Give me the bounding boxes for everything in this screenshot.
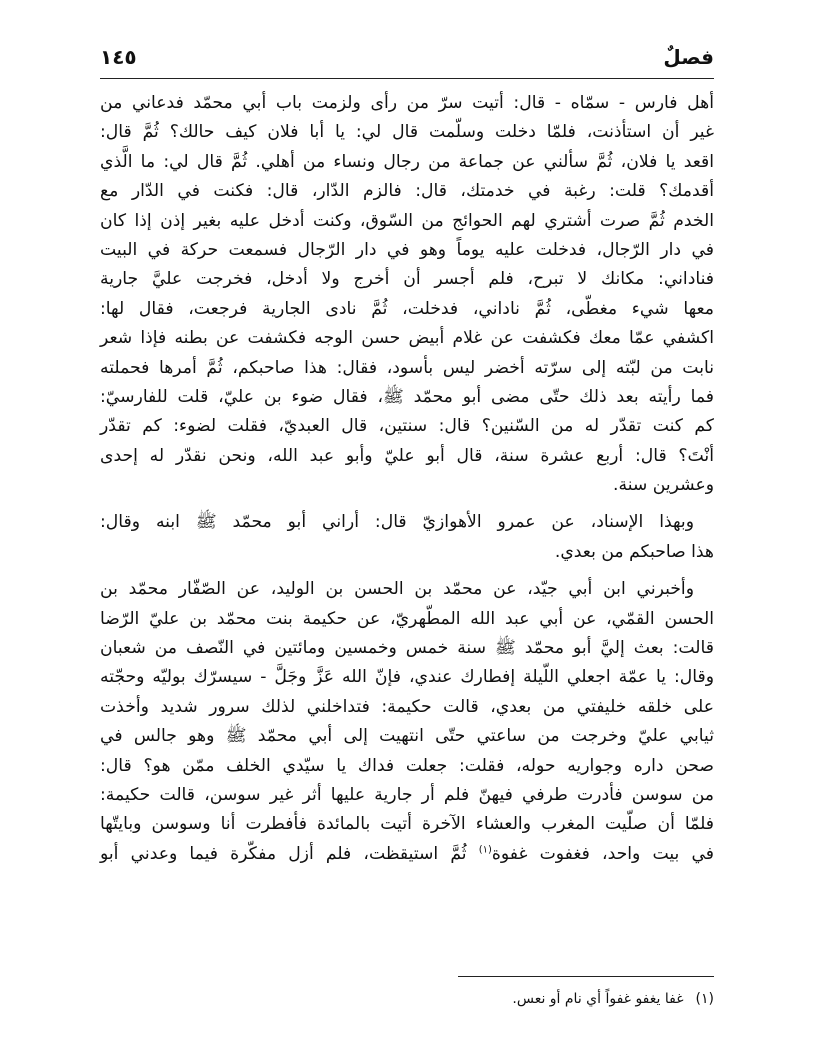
footnote-text: غفا يغفو غفواً أي نام أو نعس. [512, 991, 684, 1007]
text-line: أنْتَ؟ قال: أربع عشرة سنة، قال أبو عليّ وأبو عبد الله، ونحن نقدّر له إحدى [100, 445, 714, 466]
text-line: في دار الرّجال، فدخلت عليه يوماً وهو في دار الرّجال فسمعت حركة في البيت [100, 239, 714, 260]
footnote-reference[interactable]: (١) [478, 844, 492, 856]
text-line: هذا صاحبكم من بعدي. [554, 541, 714, 562]
book-page [100, 0, 714, 1059]
text-line: غير أن استأذنت، فلمّا دخلت وسلّمت قال لي: يا أبا فلان كيف حالك؟ ثُمَّ قال: [100, 122, 714, 143]
text-line: فما رأيته بعد ذلك حتّى مضى أبو محمّد ﷺ، فقال ضوء بن عليّ، قلت للفارسيّ: [100, 386, 714, 407]
text-line: وبهذا الإسناد، عن عمرو الأهوازيّ قال: أراني أبو محمّد ﷺ ابنه وقال: [100, 512, 694, 533]
chapter-title: فصلٌ [663, 45, 714, 69]
footnote-divider [458, 976, 714, 977]
text-line-with-footnote [100, 840, 714, 869]
text-line: اكشفي عمّا معك فكشفت عن غلام أبيض حسن الوجه فكشفت عن بطنه فإذا شعر [100, 328, 714, 349]
text-line: أهل فارس - سمّاه - قال: أتيت سرّ من رأى ولزمت باب أبي محمّد فدعاني من [100, 93, 714, 113]
text-line: نابت من لبّته إلى سرّته أخضر ليس بأسود، فقال: هذا صاحبكم، ثُمَّ أمرها فحملته [100, 357, 714, 378]
text-line: من سوسن فأدرت طرفي فيهنّ فلم أر جارية عليها أثر غير سوسن، قالت حكيمة: [100, 784, 714, 805]
paragraph [100, 575, 714, 869]
text-line: وأخبرني ابن أبي جيّد، عن محمّد بن الحسن بن الوليد، عن الصّفّار محمّد بن [100, 579, 694, 600]
text-line: أقدمك؟ قلت: رغبة في خدمتك، قال: فالزم الدّار، قال: فكنت في الدّار مع [100, 181, 714, 202]
paragraph [100, 89, 714, 500]
text-line: قالت: بعث إليَّ أبو محمّد ﷺ سنة خمس وخمسين ومائتين في النّصف من شعبان [100, 638, 714, 659]
text-line: ثيابي عليّ وخرجت من ساعتي حتّى انتهيت إلى أبي محمّد ﷺ وهو جالس في [100, 726, 714, 747]
text-line: اقعد يا فلان، ثُمَّ سألني عن جماعة من رجال ونساء من أهلي. ثُمَّ قال لي: ما الَّذي [100, 151, 714, 172]
text-line: معها شيء مغطّى، ثُمَّ ناداني، فدخلت، ثُمَّ نادى الجارية فرجعت، فقال لها: [100, 298, 714, 319]
text-line: وقال: يا عمّة اجعلي اللّيلة إفطارك عندي، فإنّ الله عَزَّ وجَلَّ - سيسرّك بوليّه وحجّته [100, 667, 714, 688]
paragraph [100, 508, 714, 567]
text-line: الخدم ثُمَّ صرت أشتري لهم الحوائج من السّوق، وكنت أدخل عليه بغير إذن إذا كان [100, 210, 714, 231]
body-text [100, 89, 714, 869]
footnote-marker: (١) [695, 991, 714, 1007]
text-line: على خلقه خليفتي من بعدي، قالت حكيمة: فتداخلني لذلك سرور شديد وأخذت [100, 696, 714, 717]
text-segment: ثُمَّ استيقظت، فلم أزل مفكّرة فيما وعدني أبو [100, 843, 479, 864]
paragraph-spacing [100, 500, 714, 508]
page-number: ١٤٥ [100, 45, 137, 69]
paragraph-spacing [100, 567, 714, 575]
text-line: وعشرين سنة. [613, 475, 714, 496]
footnote [512, 988, 714, 1010]
text-line: فناداني: مكانك لا تبرح، فلم أجسر أن أخرج ولا أدخل، فخرجت عليَّ جارية [100, 269, 714, 290]
page-header [100, 40, 714, 80]
text-line: صحن داره وجواريه حوله، فقلت: جعلت فداك يا سيّدي الخلف ممّن هو؟ قال: [100, 755, 714, 776]
text-line: فلمّا أن صلّيت المغرب والعشاء الآخرة أتيت بالمائدة فأفطرت أنا وسوسن وبايتّها [100, 814, 714, 835]
header-divider [100, 78, 714, 79]
text-segment: في بيت واحد، فغفوت غفوة [491, 843, 715, 864]
text-line: الحسن القمّي، عن أبي عبد الله المطّهريّ، عن حكيمة بنت محمّد بن عليّ الرّضا [100, 608, 714, 629]
text-line: كم كنت تقدّر له من السّنين؟ قال: سنتين، قال العبديّ، فقلت لضوء: كم تقدّر [100, 416, 714, 437]
